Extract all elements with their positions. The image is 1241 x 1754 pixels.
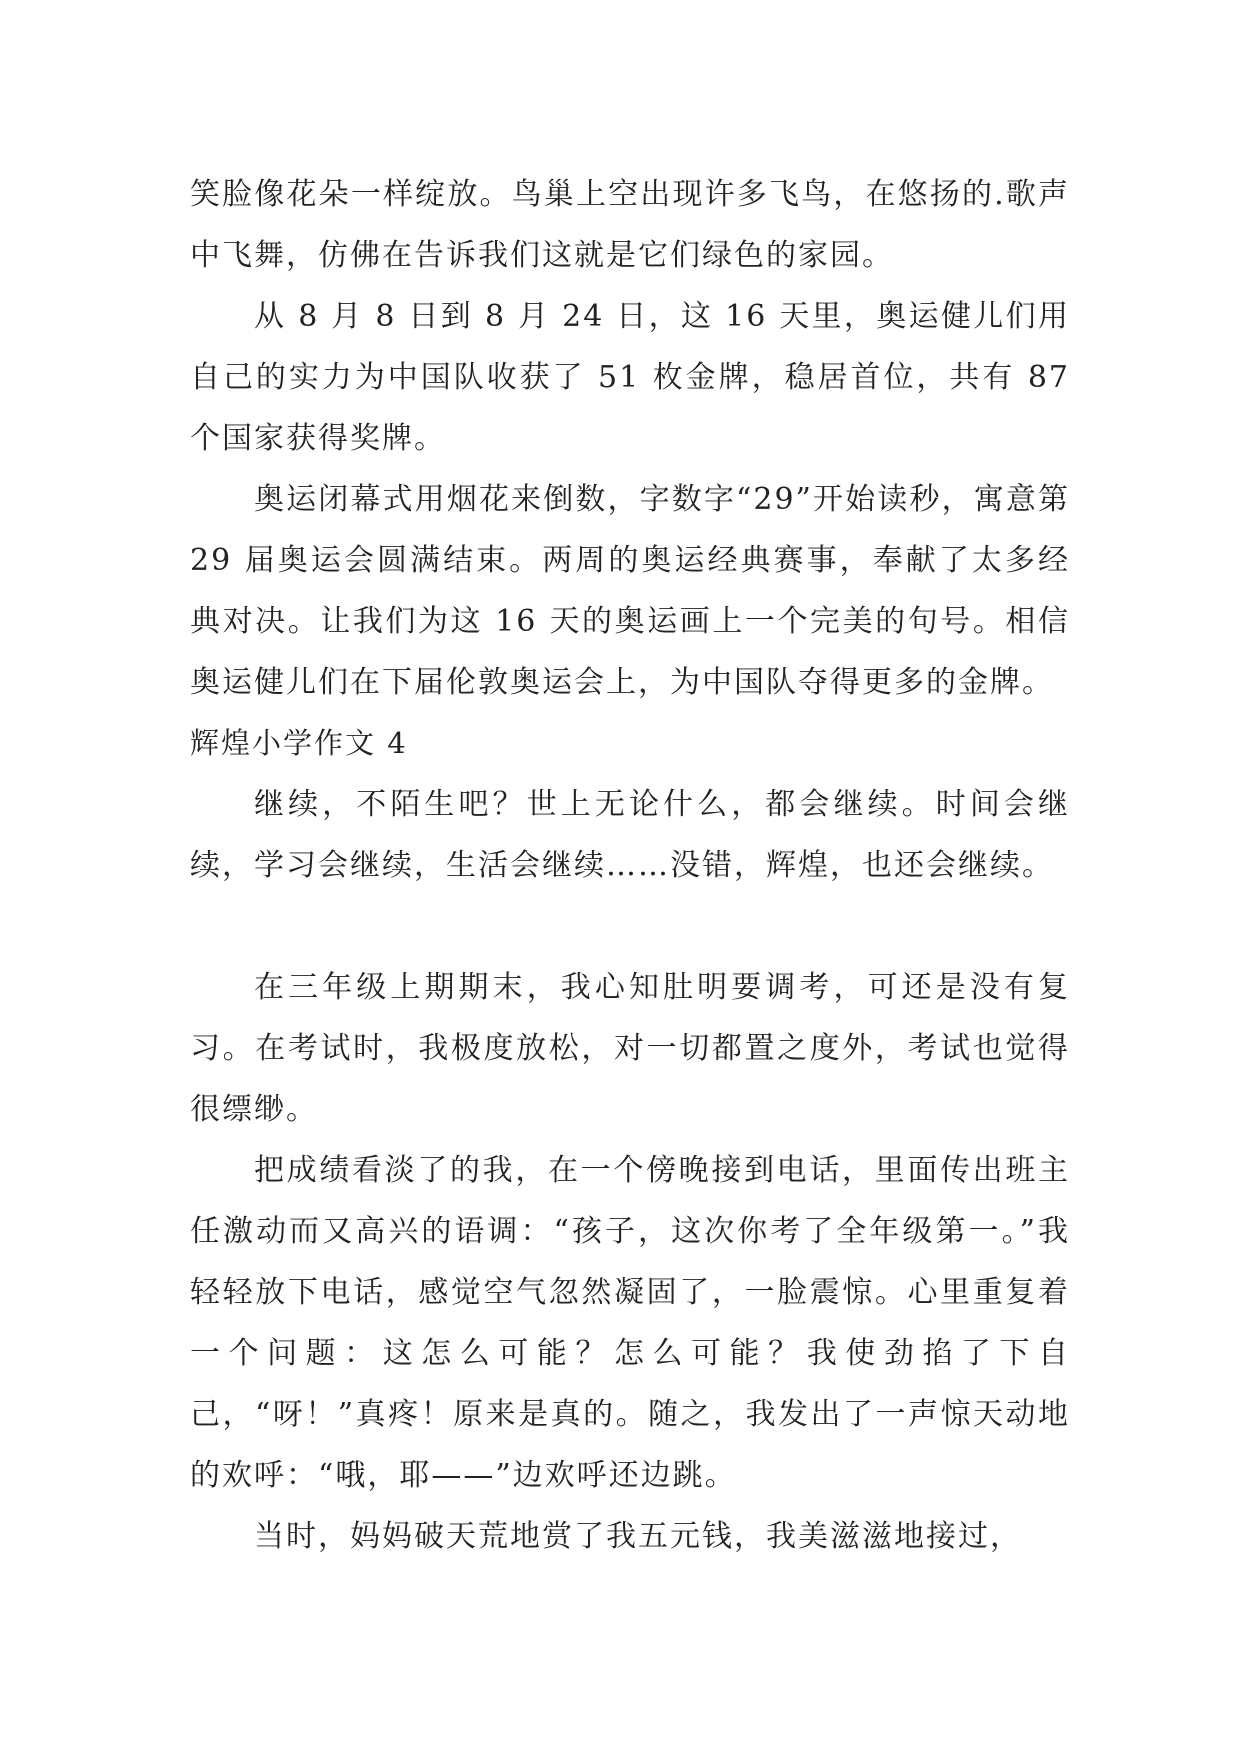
blank-line [190, 896, 1070, 957]
paragraph-reward: 当时，妈妈破天荒地赏了我五元钱，我美滋滋地接过， [254, 1519, 1022, 1554]
paragraph-closing-ceremony: 奥运闭幕式用烟花来倒数，字数字“29”开始读秒，寓意第 29 届奥运会圆满结束。两周的奥运经典赛事，奉献了太多经典对决。让我们为这 16 天的奥运画上一个完美的句号。相信奥运健儿们在下届伦敦奥运会上，为中国队夺得更多的金牌。 [190, 482, 1070, 700]
paragraph-continuation: 笑脸像花朵一样绽放。鸟巢上空出现许多飞鸟，在悠扬的.歌声中飞舞，仿佛在告诉我们这就是它们绿色的家园。 [190, 177, 1070, 273]
paragraph-exam: 在三年级上期期末，我心知肚明要调考，可还是没有复习。在考试时，我极度放松，对一切都置之度外，考试也觉得很缥缈。 [190, 970, 1070, 1127]
paragraph-phone-call: 把成绩看淡了的我，在一个傍晚接到电话，里面传出班主任激动而又高兴的语调：“孩子，这次你考了全年级第一。”我轻轻放下电话，感觉空气忽然凝固了，一脸震惊。心里重复着一个问题：这怎么可能？怎么可能？我使劲掐了下自己，“呀！”真疼！原来是真的。随之，我发出了一声惊天动地的欢呼：“哦，耶——”边欢呼还边跳。 [190, 1153, 1070, 1493]
section-heading: 辉煌小学作文 4 [190, 726, 408, 760]
document-body [190, 164, 1070, 1567]
paragraph-olympic-medals: 从 8 月 8 日到 8 月 24 日，这 16 天里，奥运健儿们用自己的实力为中国队收获了 51 枚金牌，稳居首位，共有 87 个国家获得奖牌。 [190, 299, 1070, 456]
paragraph-continue: 继续，不陌生吧？世上无论什么，都会继续。时间会继续，学习会继续，生活会继续……没错，辉煌，也还会继续。 [190, 787, 1070, 883]
